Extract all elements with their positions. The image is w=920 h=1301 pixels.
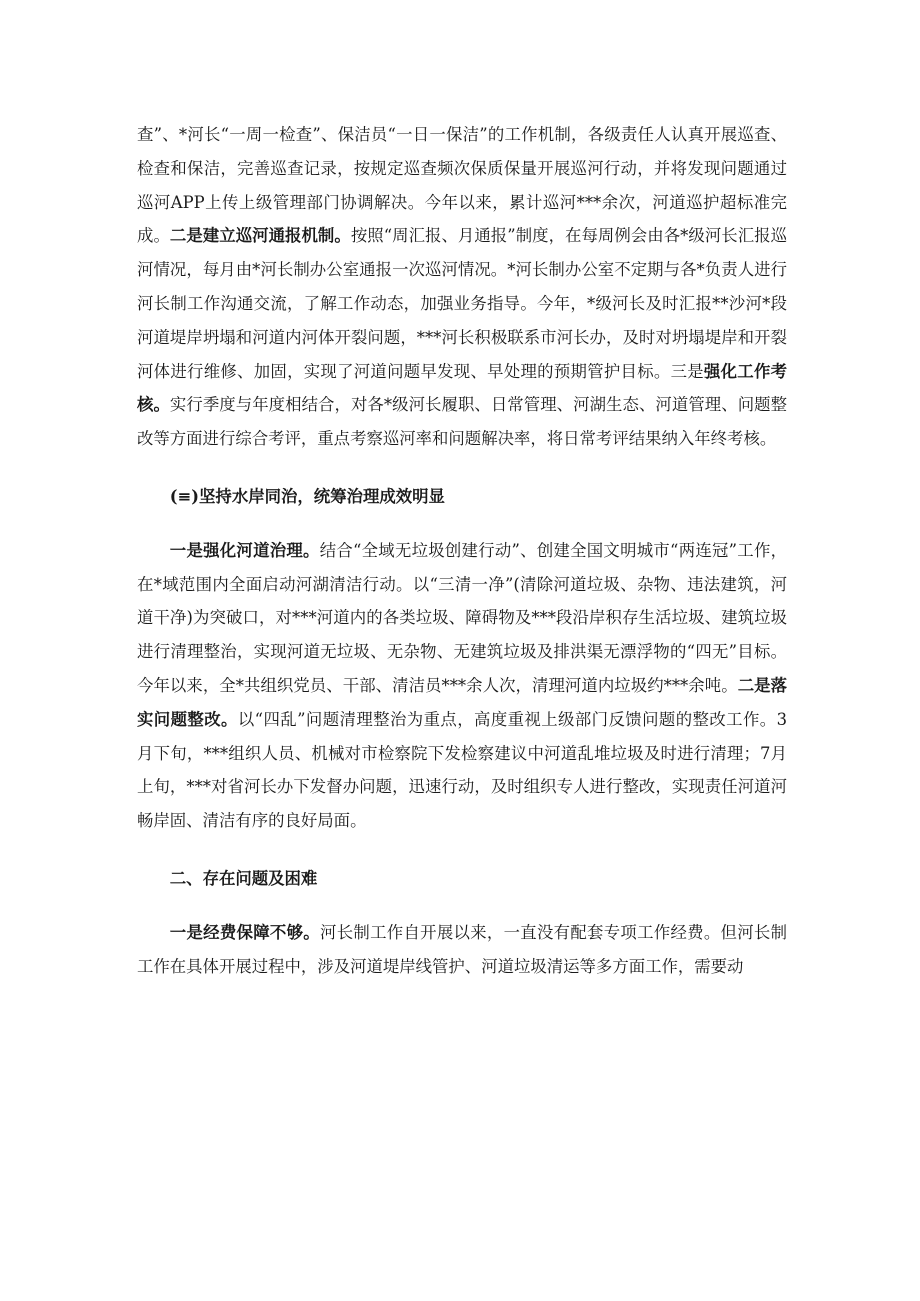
bold-run: 强化工作考核。 [137,361,788,415]
spacer [137,514,787,534]
section-heading-3: (≡)坚持水岸同治，统筹治理成效明显 [169,486,445,506]
text-run: 以“四乱”问题清理整治为重点，高度重视上级部门反馈问题的整改工作。3月下旬，***组织人员、机械对市检察院下发检察建议中河道乱堆垃圾及时进行清理；7月上旬，***对省河长办下发督办问题，迅速行动，及时组织专人进行整改，实现责任河道河畅岸固、清洁有序的良好局面。 [137,709,788,831]
spacer [137,456,787,480]
paragraph-funding-shortage [137,916,787,984]
spacer [137,896,787,916]
bold-run: 一是经费保障不够。 [169,922,320,942]
text-run: 河长制工作自开展以来，一直没有配套专项工作经费。但河长制工作在具体开展过程中，涉及河道堤岸线管护、河道垃圾清运等多方面工作，需要动 [137,922,787,976]
bold-run: 二是建立巡河通报机制。 [169,226,351,246]
bold-run: 二是落实问题整改。 [137,675,787,729]
section-heading-problems: 二、存在问题及困难 [169,868,318,888]
text-run: 结合“全域无垃圾创建行动”、创建全国文明城市“两连冠”工作，在*域范围内全面启动河湖清洁行动。以“三清一净”(清除河道垃圾、杂物、违法建筑，河道干净)为突破口，对***河道内的各类垃圾、障碍物及***段沿岸积存生活垃圾、建筑垃圾进行清理整治，实现河道无垃圾、无杂物、无建筑垃圾及排洪渠无漂浮物的“四无”目标。今年以来，全*共组织党员、干部、清洁员***余人次，清理河道内垃圾约***余吨。 [137,540,787,695]
bold-run: 一是强化河道治理。 [169,540,320,560]
paragraph-river-governance [137,534,787,838]
text-run: 按照“周汇报、月通报”制度，在每周例会由各*级河长汇报巡河情况，每月由*河长制办公室通报一次巡河情况。*河长制办公室不定期与各*负责人进行河长制工作沟通交流，了解工作动态，加强业务指导。今年，*级河长及时汇报**沙河*段河道堤岸坍塌和河道内河体开裂问题，***河长积极联系市河长办，及时对坍塌堤岸和开裂河体进行维修、加固，实现了河道问题早发现、早处理的预期管护目标。三是 [137,226,788,381]
paragraph-patrol-mechanism [137,118,787,456]
text-run: 实行季度与年度相结合，对各*级河长履职、日常管理、河湖生态、河道管理、问题整改等方面进行综合考评，重点考察巡河率和问题解决率，将日常考评结果纳入年终考核。 [137,395,787,449]
document-page [137,118,787,983]
text-run: 查”、*河长“一周一检查”、保洁员“一日一保洁”的工作机制，各级责任人认真开展巡查、检查和保洁，完善巡查记录，按规定巡查频次保质保量开展巡河行动，并将发现问题通过巡河APP上传上级管理部门协调解决。今年以来，累计巡河***余次，河道巡护超标准完成。 [137,125,787,246]
spacer [137,838,787,862]
